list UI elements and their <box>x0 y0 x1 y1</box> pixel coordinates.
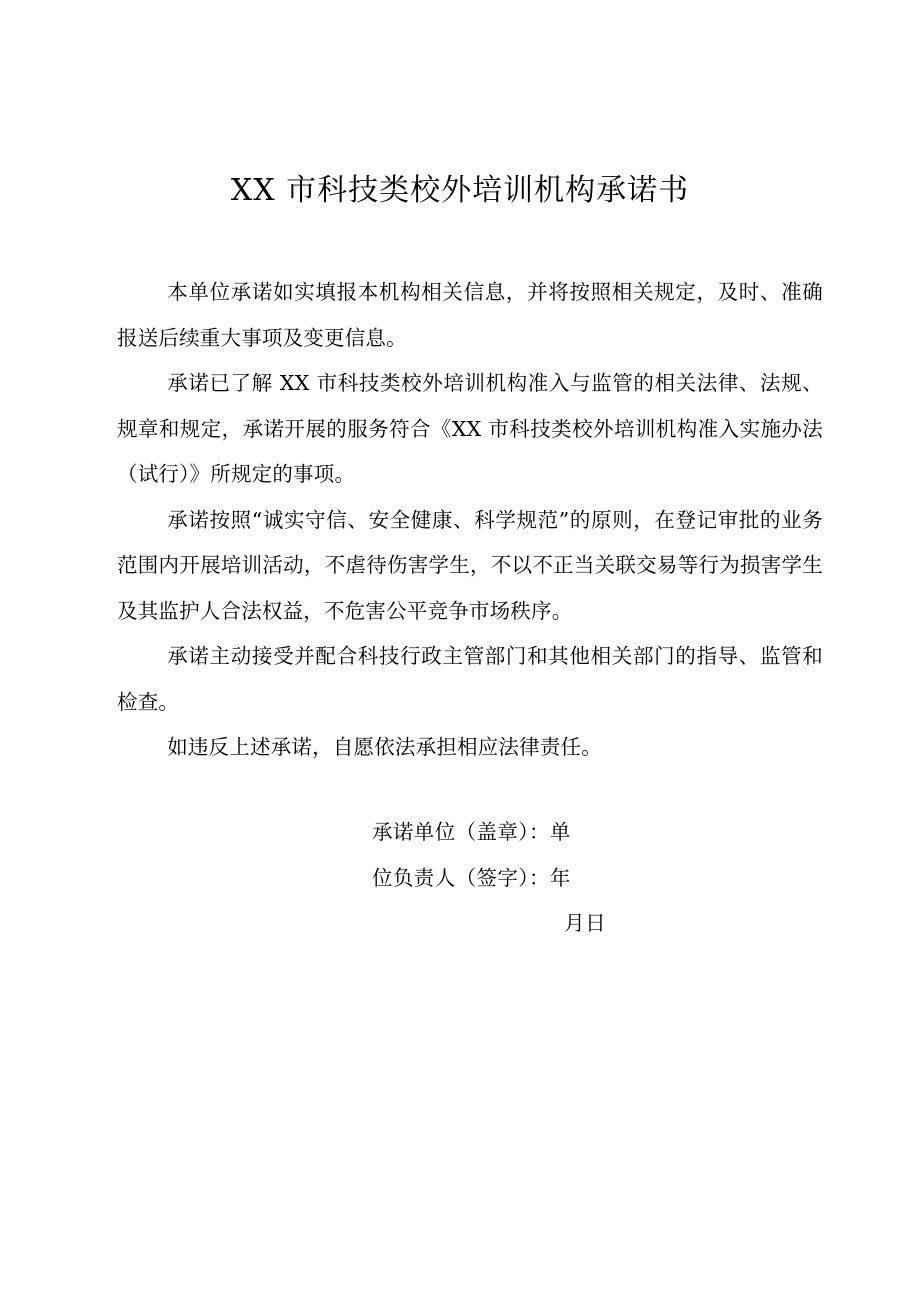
signature-date: 月日 <box>564 911 606 935</box>
document-title: XX 市科技类校外培训机构承诺书 <box>230 173 690 208</box>
signature-unit-seal: 承诺单位（盖章）：单 <box>372 820 571 844</box>
signature-responsible-person: 位负责人（签字）：年 <box>372 865 571 890</box>
paragraph-regulations: 承诺已了解 XX 市科技类校外培训机构准入与监管的相关法律、法规、规章和规定，承诺开展的服务符合《XX 市科技类校外培训机构准入实施办法（试行）》所规定的事项。 <box>117 371 823 486</box>
paragraph-liability: 如违反上述承诺，自愿依法承担相应法律责任。 <box>167 735 602 759</box>
paragraph-info-reporting: 本单位承诺如实填报本机构相关信息，并将按照相关规定，及时、准确报送后续重大事项及变更信息。 <box>117 280 823 350</box>
paragraph-supervision: 承诺主动接受并配合科技行政主管部门和其他相关部门的指导、监管和检查。 <box>117 644 823 714</box>
signature-block <box>372 810 612 947</box>
document-body <box>117 270 823 771</box>
paragraph-principles: 承诺按照“诚实守信、安全健康、科学规范”的原则，在登记审批的业务范围内开展培训活动，不虐待伤害学生，不以不正当关联交易等行为损害学生及其监护人合法权益，不危害公平竞争市场秩序。 <box>117 507 823 623</box>
